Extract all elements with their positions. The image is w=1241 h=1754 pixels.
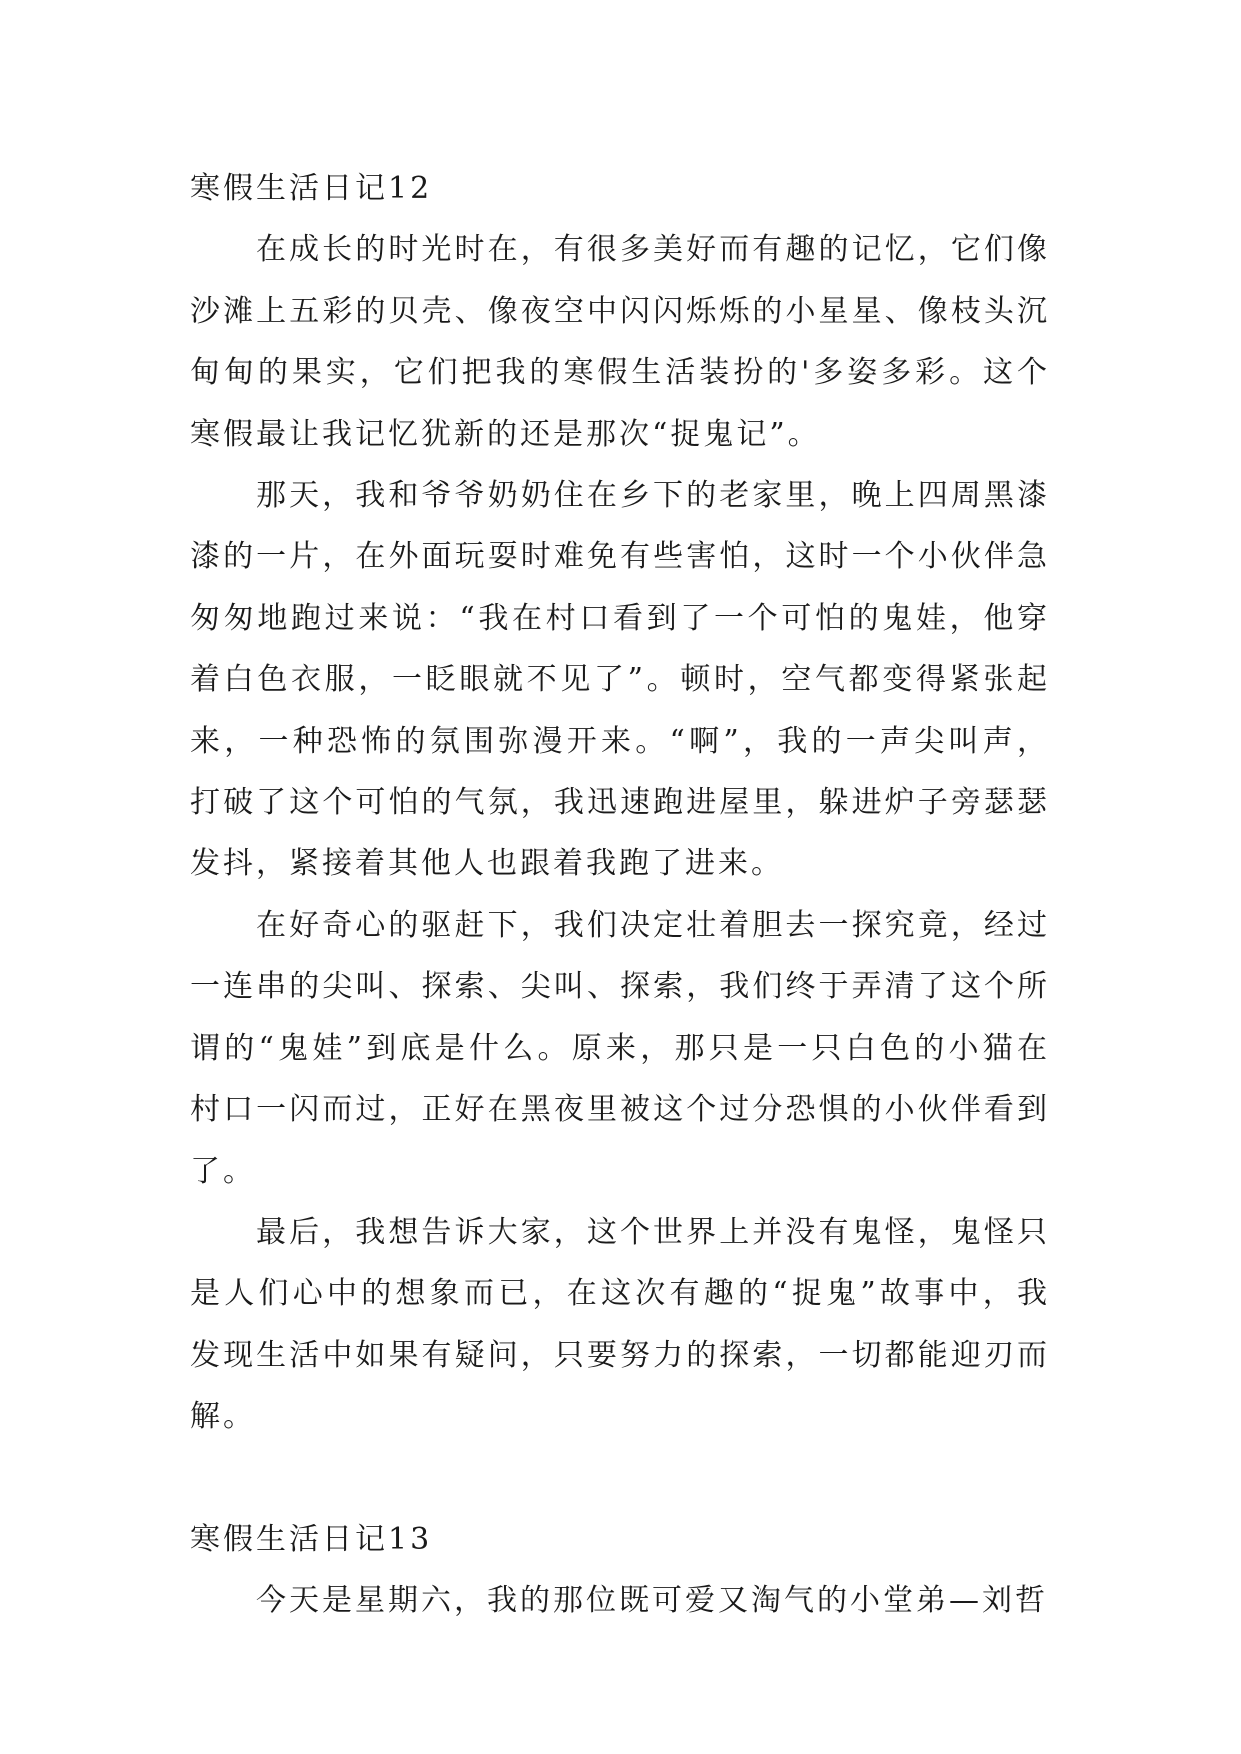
diary-title-12: 寒假生活日记12 xyxy=(190,171,433,206)
paragraph: 那天，我和爷爷奶奶住在乡下的老家里，晚上四周黑漆漆的一片，在外面玩耍时难免有些害怕，这时一个小伙伴急匆匆地跑过来说：“我在村口看到了一个可怕的鬼娃，他穿着白色衣服，一眨眼就不见了”。顿时，空气都变得紧张起来，一种恐怖的氛围弥漫开来。“啊”，我的一声尖叫声，打破了这个可怕的气氛，我迅速跑进屋里，躲进炉子旁瑟瑟发抖，紧接着其他人也跟着我跑了进来。 xyxy=(190,478,1050,882)
paragraph: 在好奇心的驱赶下，我们决定壮着胆去一探究竟，经过一连串的尖叫、探索、尖叫、探索，我们终于弄清了这个所谓的“鬼娃”到底是什么。原来，那只是一只白色的小猫在村口一闪而过，正好在黑夜里被这个过分恐惧的小伙伴看到了。 xyxy=(190,907,1050,1189)
diary-title-13: 寒假生活日记13 xyxy=(190,1521,433,1557)
paragraph: 今天是星期六，我的那位既可爱又淘气的小堂弟—刘哲 xyxy=(256,1583,1048,1619)
paragraph: 在成长的时光时在，有很多美好而有趣的记忆，它们像沙滩上五彩的贝壳、像夜空中闪闪烁烁的小星星、像枝头沉甸甸的果实，它们把我的寒假生活装扮的'多姿多彩。这个寒假最让我记忆犹新的还是那次“捉鬼记”。 xyxy=(190,232,1050,452)
document-body xyxy=(190,158,1050,1632)
section-spacer xyxy=(190,1448,1050,1509)
paragraph: 最后，我想告诉大家，这个世界上并没有鬼怪，鬼怪只是人们心中的想象而已，在这次有趣的“捉鬼”故事中，我发现生活中如果有疑问，只要努力的探索，一切都能迎刃而解。 xyxy=(190,1214,1050,1435)
